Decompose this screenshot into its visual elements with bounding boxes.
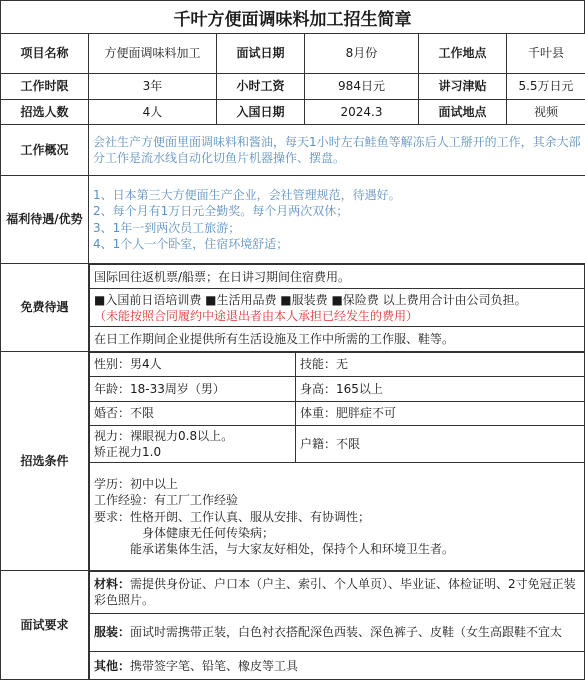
interview-details (89, 571, 585, 680)
interview-row (1, 570, 585, 680)
cond-marriage: 婚否：不限 (90, 402, 296, 426)
page-title: 千叶方便面调味料加工招生简章 (0, 0, 585, 33)
count-label: 招选人数 (1, 100, 89, 125)
conditions-label: 招选条件 (1, 352, 89, 571)
cond-requirements (90, 463, 585, 570)
cond-req-personality: 要求：性格开朗、工作认真、服从安排、有协调性； (94, 509, 580, 525)
cond-req-health: 身体健康无任何传染病； (94, 525, 580, 541)
interview-label: 面试要求 (1, 570, 89, 680)
welfare-item: 3、1年一到两次员工旅游； (93, 220, 581, 236)
interview-materials (90, 571, 585, 613)
welfare-item: 2、每个月有1万日元全勤奖。每个月两次双休； (93, 203, 581, 219)
overview-text: 会社生产方便面里面调味料和酱油，每天1小时左右鲑鱼等解冻后人工掰开的工作，其余大部分工作是流水线自动化切鱼片机器操作、摆盘。 (89, 125, 585, 176)
venue-value: 视频 (507, 100, 585, 125)
info-table (0, 33, 585, 680)
venue-label: 面试地点 (419, 100, 507, 125)
cond-req-collective: 能承诺集体生活，与大家友好相处，保持个人和环境卫生者。 (94, 541, 580, 557)
work-place-label: 工作地点 (419, 34, 507, 74)
term-value: 3年 (89, 74, 217, 100)
free-item-fees (90, 289, 585, 327)
count-value: 4人 (89, 100, 217, 125)
free-fees-text: ■入国前日语培训费 ■生活用品费 ■服装费 ■保险费 以上费用合计由公司负担。 (94, 292, 580, 308)
cond-gender: 性别：男4人 (90, 353, 296, 377)
cond-skill: 技能：无 (296, 353, 585, 377)
cond-vision (90, 426, 296, 463)
welfare-list (89, 176, 585, 264)
cond-vision-corrected: 矫正视力1.0 (94, 444, 291, 460)
welfare-label: 福利待遇/优势 (1, 176, 89, 264)
overview-row (1, 125, 585, 176)
cond-education: 学历：初中以上 (94, 476, 580, 492)
cond-vision-naked: 视力：裸眼视力0.8以上。 (94, 428, 291, 444)
header-row-2 (1, 74, 585, 100)
header-row-1 (1, 34, 585, 74)
free-details (89, 264, 585, 351)
other-text: 携带签字笔、铅笔、橡皮等工具 (130, 659, 298, 673)
lecture-label: 讲习津贴 (419, 74, 507, 100)
materials-text: 需提供身份证、户口本（户主、索引、个人单页）、毕业证、体检证明、2寸免冠正装彩色照片。 (94, 577, 576, 607)
hourly-value: 984日元 (305, 74, 419, 100)
header-row-3 (1, 100, 585, 125)
conditions-row (1, 352, 585, 571)
project-label: 项目名称 (1, 34, 89, 74)
conditions-details (89, 352, 585, 570)
interview-clothes (90, 613, 585, 651)
free-item-facilities: 在日工作期间企业提供所有生活设施及工作中所需的工作服、鞋等。 (90, 327, 585, 351)
clothes-key: 服装： (94, 625, 130, 639)
welfare-row (1, 176, 585, 264)
term-label: 工作时限 (1, 74, 89, 100)
work-place-value: 千叶县 (507, 34, 585, 74)
lecture-value: 5.5万日元 (507, 74, 585, 100)
interview-other (90, 651, 585, 679)
entry-value: 2024.3 (305, 100, 419, 125)
project-value: 方便面调味料加工 (89, 34, 217, 74)
overview-label: 工作概况 (1, 125, 89, 176)
other-key: 其他： (94, 659, 130, 673)
welfare-item: 4、1个人一个卧室，住宿环境舒适； (93, 236, 581, 252)
cond-experience: 工作经验：有工厂工作经验 (94, 492, 580, 508)
cond-huji: 户籍：不限 (296, 426, 585, 463)
free-item-travel: 国际回往返机票/船票；在日讲习期间住宿费用。 (90, 265, 585, 289)
cond-weight: 体重：肥胖症不可 (296, 402, 585, 426)
cond-height: 身高：165以上 (296, 377, 585, 402)
hourly-label: 小时工资 (217, 74, 305, 100)
welfare-item: 1、日本第三大方便面生产企业，会社管理规范，待遇好。 (93, 187, 581, 203)
cond-age: 年龄：18-33周岁（男） (90, 377, 296, 402)
clothes-text: 面试时需携带正装，白色衬衣搭配深色西装、深色裤子、皮鞋（女生高跟鞋不宜太 (130, 625, 562, 639)
interview-date-value: 8月份 (305, 34, 419, 74)
materials-key: 材料： (94, 577, 130, 591)
interview-date-label: 面试日期 (217, 34, 305, 74)
entry-label: 入国日期 (217, 100, 305, 125)
free-row (1, 264, 585, 352)
free-fees-note: （未能按照合同履约中途退出者由本人承担已经发生的费用） (94, 308, 580, 324)
free-label: 免费待遇 (1, 264, 89, 352)
